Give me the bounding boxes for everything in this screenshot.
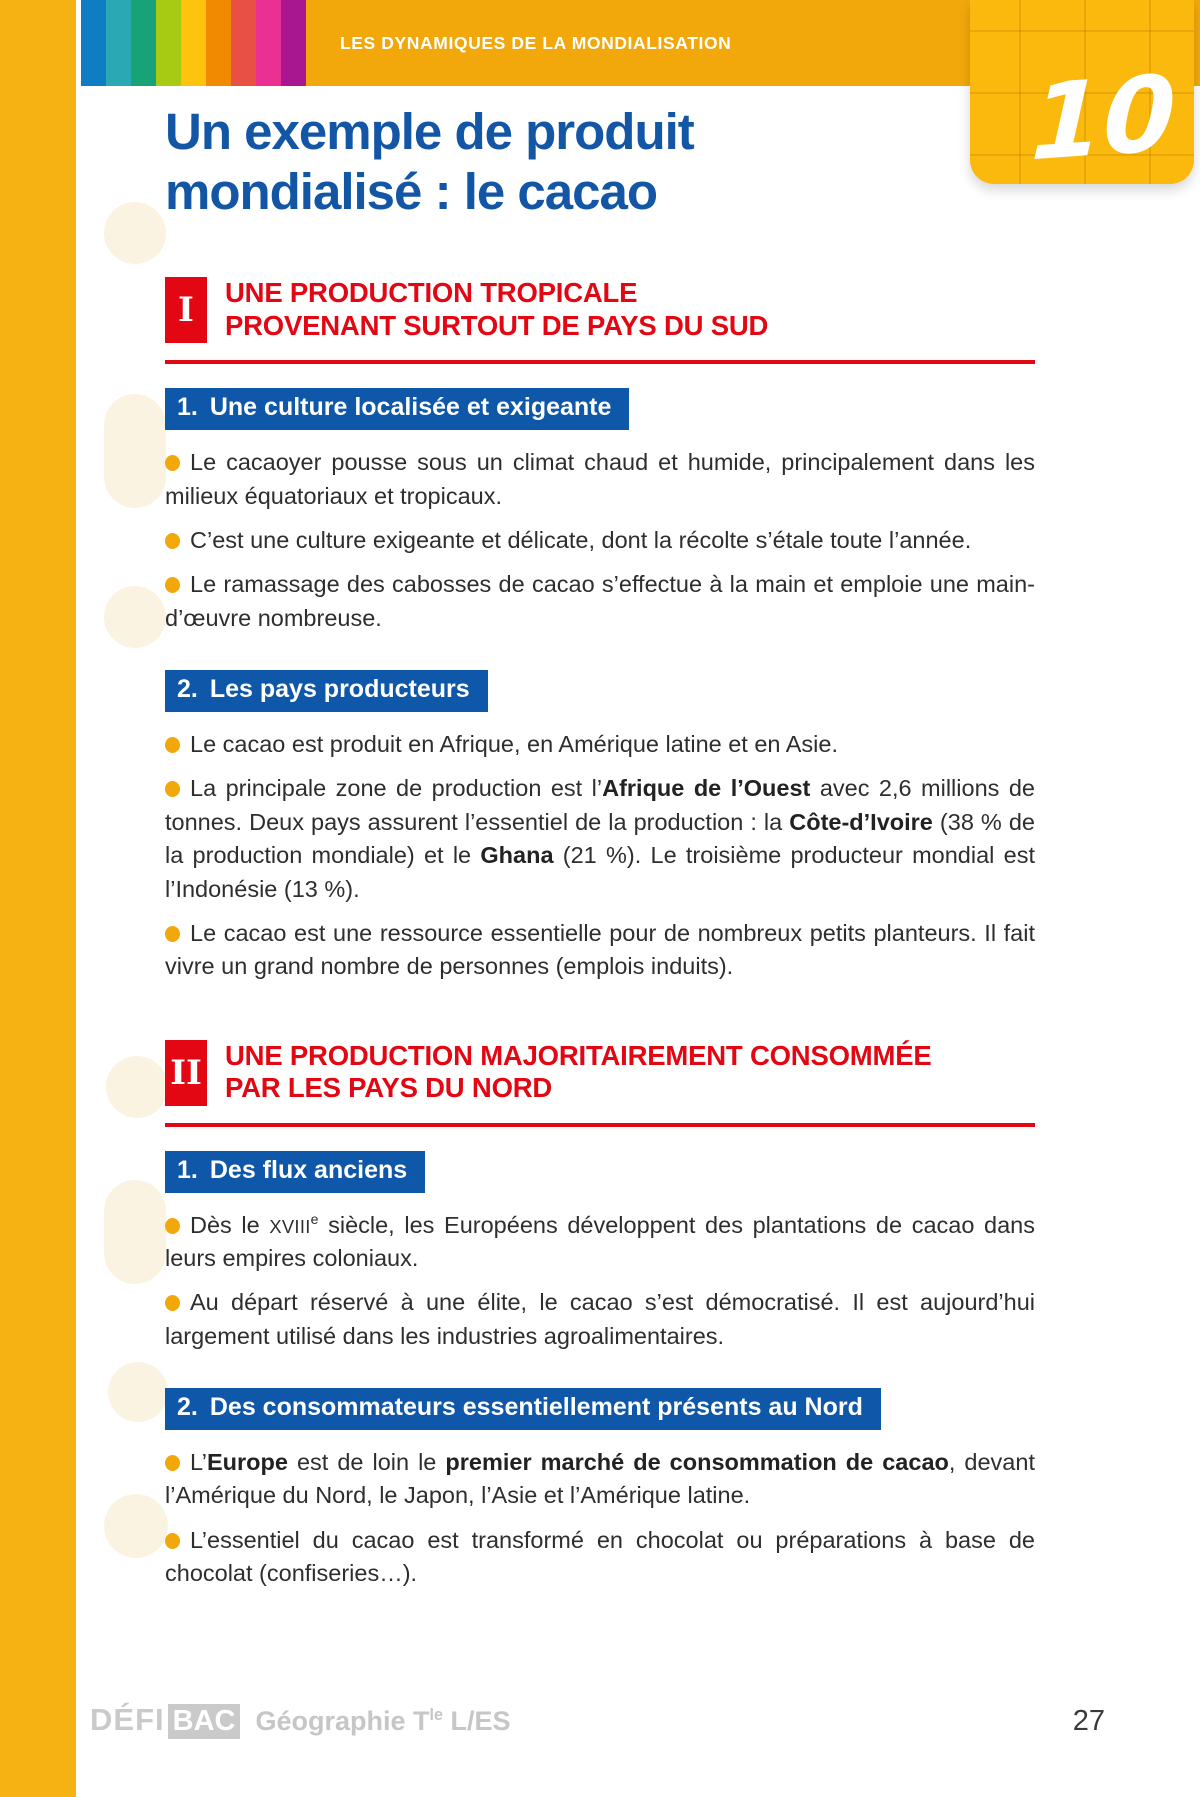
page-footer xyxy=(90,1702,1105,1739)
color-stripes xyxy=(81,0,306,86)
color-stripe xyxy=(281,0,306,86)
logo-bac: BAC xyxy=(168,1704,241,1739)
bullet-text: L’essentiel du cacao est transformé en chocolat ou préparations à base de chocolat (confiseries…). xyxy=(165,1526,1035,1587)
page-title xyxy=(165,102,1035,221)
decorative-blob xyxy=(104,202,166,264)
bullet-text: Le cacaoyer pousse sous un climat chaud et humide, principalement dans les milieux équatoriaux et tropicaux. xyxy=(165,449,1035,509)
decorative-blob xyxy=(104,394,166,508)
section-2-rule xyxy=(165,1123,1035,1127)
bullet-paragraph xyxy=(165,524,1035,557)
subsection-1-2-number: 2. xyxy=(177,675,198,704)
bullet-text: Dès le XVIIIe siècle, les Européens développent des plantations de cacao dans leurs empires coloniaux. xyxy=(165,1210,1036,1271)
color-stripe xyxy=(131,0,156,86)
bullet-text: C’est une culture exigeante et délicate, dont la récolte s’étale toute l’année. xyxy=(190,527,972,554)
color-stripe xyxy=(256,0,281,86)
footer-subject: Géographie $T^{le}$ L/ES xyxy=(255,1706,511,1736)
subsection-2-2-title: Des consommateurs essentiellement présents au Nord xyxy=(209,1393,863,1422)
bullet-icon xyxy=(165,1295,180,1311)
page-title-line1: Un exemple de produit xyxy=(165,103,694,160)
section-1-numeral-badge: I xyxy=(165,277,207,343)
defibac-logo xyxy=(90,1702,240,1739)
section-2 xyxy=(165,1040,1035,1591)
section-2-title xyxy=(225,1040,932,1105)
decorative-blob xyxy=(104,1180,166,1284)
bullet-icon xyxy=(165,533,180,549)
section-1-heading xyxy=(165,277,1035,343)
bullet-text: Le cacao est produit en Afrique, en Amérique latine et en Asie. xyxy=(190,731,838,758)
bullet-text: Au départ réservé à une élite, le cacao s’est démocratisé. Il est aujourd’hui largement utilisé dans les industries agroalimentaires. xyxy=(165,1289,1035,1349)
bullet-paragraph xyxy=(165,728,1035,761)
bullet-text: La principale zone de production est l’Afrique de l’Ouest avec 2,6 millions de tonnes. Deux pays assurent l’essentiel de la production : la Côte-d’Ivoire (38 % de la production mondiale) et le Ghana (21 %). Le troisième producteur mondial est l’Indonésie (13 %). xyxy=(165,775,1035,902)
bullet-paragraph xyxy=(165,772,1035,905)
section-2-heading xyxy=(165,1040,1035,1106)
bullet-icon xyxy=(165,1455,180,1471)
subsection-2-1-title: Des flux anciens xyxy=(209,1155,408,1184)
subsection-2-2-number: 2. xyxy=(177,1393,198,1422)
bullet-icon xyxy=(165,926,180,942)
color-stripe xyxy=(81,0,106,86)
subsection-2-2-bar xyxy=(165,1388,881,1430)
bullet-paragraph xyxy=(165,446,1035,513)
bullet-paragraph xyxy=(165,917,1035,984)
bullet-text: Le cacao est une ressource essentielle pour de nombreux petits planteurs. Il fait vivre un grand nombre de personnes (emplois induits). xyxy=(165,919,1035,980)
section-2-title-line2: PAR LES PAYS DU NORD xyxy=(225,1072,553,1104)
left-margin-bar xyxy=(0,0,76,1797)
bullet-icon xyxy=(165,737,180,753)
subsection-2-1-bar xyxy=(165,1151,425,1193)
section-2-title-line1: UNE PRODUCTION MAJORITAIREMENT CONSOMMÉE xyxy=(225,1039,932,1071)
bullet-paragraph xyxy=(165,1524,1035,1591)
chapter-theme-kicker: LES DYNAMIQUES DE LA MONDIALISATION xyxy=(340,32,732,53)
subsection-1-2-title: Les pays producteurs xyxy=(209,675,470,704)
subsection-1-1-bar xyxy=(165,388,629,430)
subsection-1-1-title: Une culture localisée et exigeante xyxy=(209,393,612,422)
section-1 xyxy=(165,277,1035,983)
section-2-numeral-badge: II xyxy=(165,1040,207,1106)
decorative-blob xyxy=(106,1056,168,1118)
bullet-paragraph xyxy=(165,568,1035,635)
section-1-rule xyxy=(165,360,1035,364)
decorative-blob xyxy=(108,1362,168,1422)
color-stripe xyxy=(231,0,256,86)
bullet-icon xyxy=(165,1218,180,1234)
bullet-paragraph xyxy=(165,1446,1035,1513)
bullet-paragraph xyxy=(165,1286,1035,1353)
color-stripe xyxy=(206,0,231,86)
decorative-blob xyxy=(104,1494,168,1558)
subsection-2-1-number: 1. xyxy=(177,1155,198,1184)
bullet-text: Le ramassage des cabosses de cacao s’effectue à la main et emploie une main-d’œuvre nombreuse. xyxy=(165,571,1035,631)
main-content xyxy=(165,86,1035,1602)
color-stripe xyxy=(181,0,206,86)
subsection-1-1-number: 1. xyxy=(177,393,198,422)
color-stripe xyxy=(156,0,181,86)
bullet-icon xyxy=(165,781,180,797)
section-1-title-line1: UNE PRODUCTION TROPICALE xyxy=(225,277,638,309)
section-1-title-line2: PROVENANT SURTOUT DE PAYS DU SUD xyxy=(225,309,769,341)
page-number: 27 xyxy=(1072,1705,1105,1737)
subsection-1-2-bar xyxy=(165,670,488,712)
bullet-text: L’Europe est de loin le premier marché de consommation de cacao, devant l’Amérique du Nord, le Japon, l’Asie et l’Amérique latine. xyxy=(165,1449,1035,1509)
section-1-title xyxy=(225,277,768,342)
logo-defi: DÉFI xyxy=(90,1702,165,1737)
bullet-paragraph xyxy=(165,1209,1035,1276)
decorative-blob xyxy=(104,586,166,648)
color-stripe xyxy=(106,0,131,86)
bullet-icon xyxy=(165,455,180,471)
bullet-icon xyxy=(165,577,180,593)
chapter-number: 10 xyxy=(1029,51,1178,185)
page-title-line2: mondialisé : le cacao xyxy=(165,162,658,220)
bullet-icon xyxy=(165,1533,180,1549)
